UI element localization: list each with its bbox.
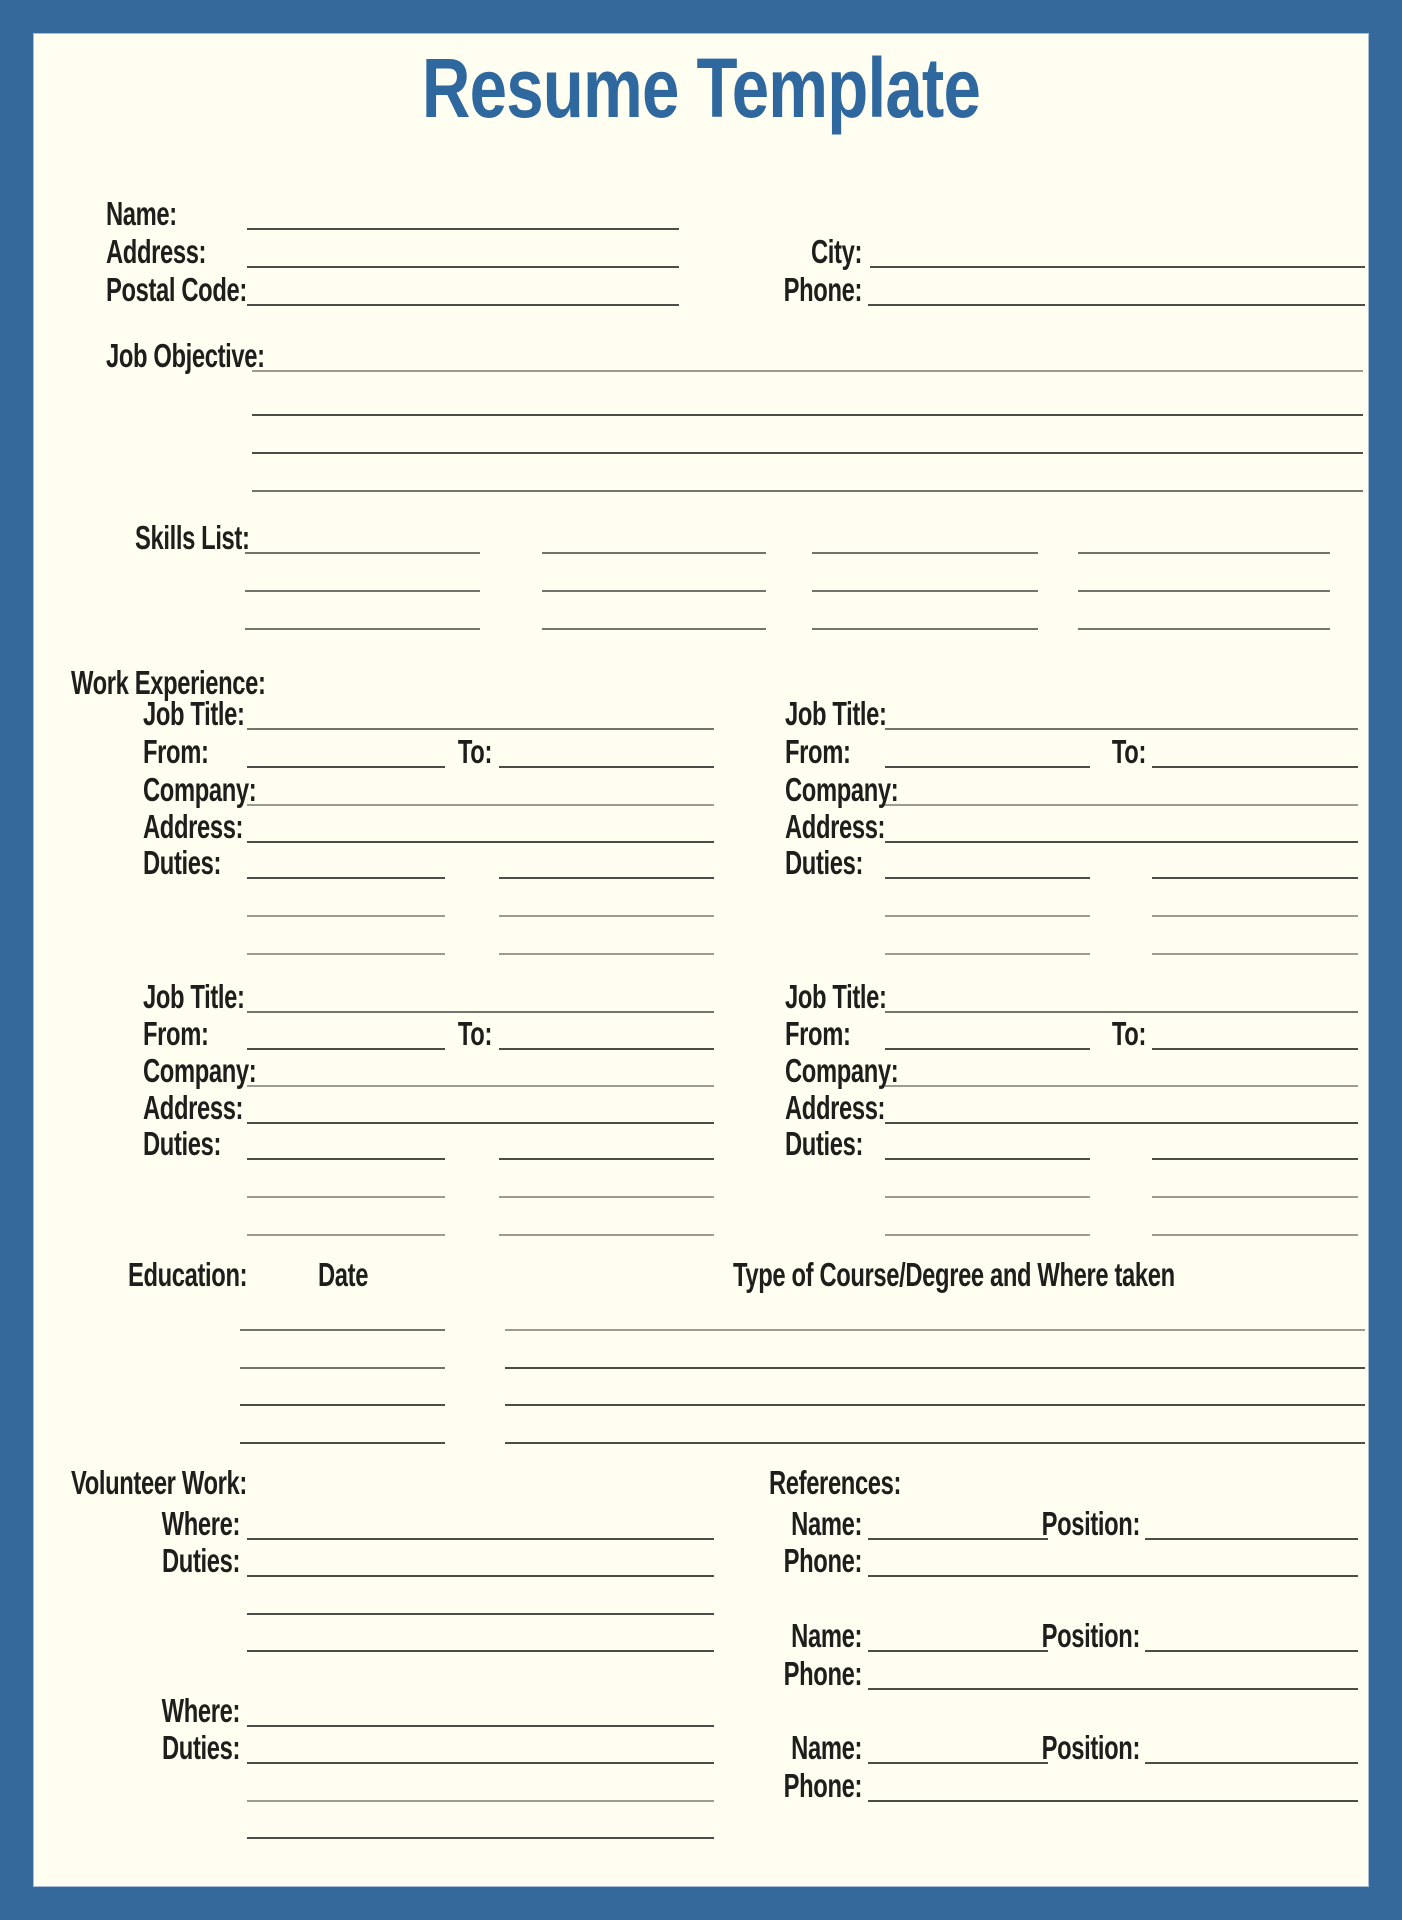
duties-line <box>1152 915 1358 917</box>
references-heading: References: <box>769 1464 902 1501</box>
from-label: From: <box>143 1015 209 1052</box>
education-date-line <box>240 1442 445 1444</box>
duties-line <box>247 877 445 879</box>
duties-line <box>885 877 1090 879</box>
education-course-line <box>505 1329 1365 1331</box>
company-line <box>885 804 1358 806</box>
reference-name-label: Name: <box>791 1729 862 1766</box>
skill-line <box>1078 552 1330 554</box>
address-line <box>247 1122 714 1124</box>
duties-line <box>499 915 714 917</box>
address-label: Address: <box>106 233 207 270</box>
address-field-line <box>247 266 679 268</box>
volunteer-where-label: Where: <box>161 1505 240 1542</box>
duties-line <box>1152 1234 1358 1236</box>
duties-line <box>885 1234 1090 1236</box>
company-label: Company: <box>785 1052 899 1089</box>
to-label: To: <box>1111 733 1146 770</box>
reference-phone-label: Phone: <box>783 1655 862 1692</box>
skill-line <box>245 590 480 592</box>
duties-line <box>499 953 714 955</box>
duties-label: Duties: <box>143 1125 222 1162</box>
job-title-label: Job Title: <box>785 695 887 732</box>
address-label: Address: <box>143 808 244 845</box>
skill-line <box>812 590 1038 592</box>
reference-name-line <box>868 1762 1048 1764</box>
skill-line <box>245 552 480 554</box>
to-line <box>499 766 714 768</box>
duties-line <box>885 1196 1090 1198</box>
address-label: Address: <box>785 1089 886 1126</box>
work-experience-heading: Work Experience: <box>71 664 266 701</box>
job-title-line <box>247 1011 714 1013</box>
company-line <box>247 1085 714 1087</box>
education-date-line <box>240 1404 445 1406</box>
duties-line <box>1152 1158 1358 1160</box>
education-course-header: Type of Course/Degree and Where taken <box>733 1256 1175 1293</box>
to-label: To: <box>1111 1015 1146 1052</box>
duties-line <box>499 1234 714 1236</box>
from-label: From: <box>785 733 851 770</box>
duties-line <box>247 953 445 955</box>
job-objective-line <box>252 490 1363 492</box>
reference-position-line <box>1145 1538 1358 1540</box>
page-title: Resume Template <box>421 41 981 135</box>
skill-line <box>812 552 1038 554</box>
to-line <box>1152 766 1358 768</box>
duties-line <box>247 1234 445 1236</box>
skill-line <box>542 628 766 630</box>
reference-position-label: Position: <box>1041 1505 1140 1542</box>
company-label: Company: <box>785 771 899 808</box>
volunteer-duties-line <box>247 1837 714 1839</box>
duties-label: Duties: <box>785 844 864 881</box>
skill-line <box>1078 628 1330 630</box>
company-label: Company: <box>143 771 257 808</box>
phone-field-line <box>868 304 1365 306</box>
job-objective-label: Job Objective: <box>106 337 265 374</box>
duties-line <box>499 1196 714 1198</box>
reference-phone-line <box>868 1800 1358 1802</box>
reference-name-label: Name: <box>791 1505 862 1542</box>
skill-line <box>812 628 1038 630</box>
reference-phone-label: Phone: <box>783 1767 862 1804</box>
volunteer-heading: Volunteer Work: <box>71 1464 247 1501</box>
from-line <box>885 1048 1090 1050</box>
duties-line <box>1152 1196 1358 1198</box>
skill-line <box>542 590 766 592</box>
from-label: From: <box>785 1015 851 1052</box>
education-course-line <box>505 1404 1365 1406</box>
reference-phone-label: Phone: <box>783 1542 862 1579</box>
reference-phone-line <box>868 1688 1358 1690</box>
volunteer-where-line <box>247 1538 714 1540</box>
duties-line <box>1152 953 1358 955</box>
education-date-line <box>240 1329 445 1331</box>
job-title-label: Job Title: <box>785 978 887 1015</box>
volunteer-duties-line <box>247 1762 714 1764</box>
to-label: To: <box>457 1015 492 1052</box>
from-label: From: <box>143 733 209 770</box>
job-title-line <box>247 728 714 730</box>
duties-line <box>499 1158 714 1160</box>
volunteer-where-label: Where: <box>161 1692 240 1729</box>
duties-label: Duties: <box>143 844 222 881</box>
duties-line <box>247 1158 445 1160</box>
reference-name-label: Name: <box>791 1617 862 1654</box>
duties-line <box>247 1196 445 1198</box>
education-date-header: Date <box>318 1256 369 1293</box>
address-label: Address: <box>143 1089 244 1126</box>
education-course-line <box>505 1442 1365 1444</box>
to-label: To: <box>457 733 492 770</box>
job-title-line <box>885 728 1358 730</box>
volunteer-where-line <box>247 1725 714 1727</box>
from-line <box>247 1048 445 1050</box>
from-line <box>885 766 1090 768</box>
job-title-label: Job Title: <box>143 978 245 1015</box>
reference-position-label: Position: <box>1041 1729 1140 1766</box>
reference-phone-line <box>868 1575 1358 1577</box>
education-date-line <box>240 1367 445 1369</box>
reference-name-line <box>868 1650 1048 1652</box>
education-course-line <box>505 1367 1365 1369</box>
volunteer-duties-label: Duties: <box>161 1542 240 1579</box>
reference-position-label: Position: <box>1041 1617 1140 1654</box>
name-field-line <box>247 228 679 230</box>
volunteer-duties-label: Duties: <box>161 1729 240 1766</box>
postal-code-field-line <box>247 304 679 306</box>
duties-label: Duties: <box>785 1125 864 1162</box>
duties-line <box>1152 877 1358 879</box>
company-line <box>247 804 714 806</box>
duties-line <box>499 877 714 879</box>
duties-line <box>885 953 1090 955</box>
address-line <box>885 841 1358 843</box>
phone-label: Phone: <box>783 271 862 308</box>
volunteer-duties-line <box>247 1650 714 1652</box>
duties-line <box>247 915 445 917</box>
company-line <box>885 1085 1358 1087</box>
name-label: Name: <box>106 195 177 232</box>
skills-list-label: Skills List: <box>135 519 250 556</box>
skill-line <box>245 628 480 630</box>
job-objective-line <box>252 414 1363 416</box>
duties-line <box>885 915 1090 917</box>
job-objective-line <box>252 452 1363 454</box>
education-heading: Education: <box>128 1256 248 1293</box>
city-label: City: <box>810 233 862 270</box>
job-title-line <box>885 1011 1358 1013</box>
city-field-line <box>870 266 1365 268</box>
skill-line <box>542 552 766 554</box>
address-line <box>247 841 714 843</box>
job-objective-line <box>252 370 1363 372</box>
to-line <box>1152 1048 1358 1050</box>
reference-position-line <box>1145 1762 1358 1764</box>
skill-line <box>1078 590 1330 592</box>
paper-sheet <box>33 33 1369 1887</box>
duties-line <box>885 1158 1090 1160</box>
to-line <box>499 1048 714 1050</box>
volunteer-duties-line <box>247 1613 714 1615</box>
job-title-label: Job Title: <box>143 695 245 732</box>
volunteer-duties-line <box>247 1800 714 1802</box>
address-line <box>885 1122 1358 1124</box>
postal-code-label: Postal Code: <box>106 271 247 308</box>
reference-position-line <box>1145 1650 1358 1652</box>
company-label: Company: <box>143 1052 257 1089</box>
reference-name-line <box>868 1538 1048 1540</box>
volunteer-duties-line <box>247 1575 714 1577</box>
from-line <box>247 766 445 768</box>
address-label: Address: <box>785 808 886 845</box>
